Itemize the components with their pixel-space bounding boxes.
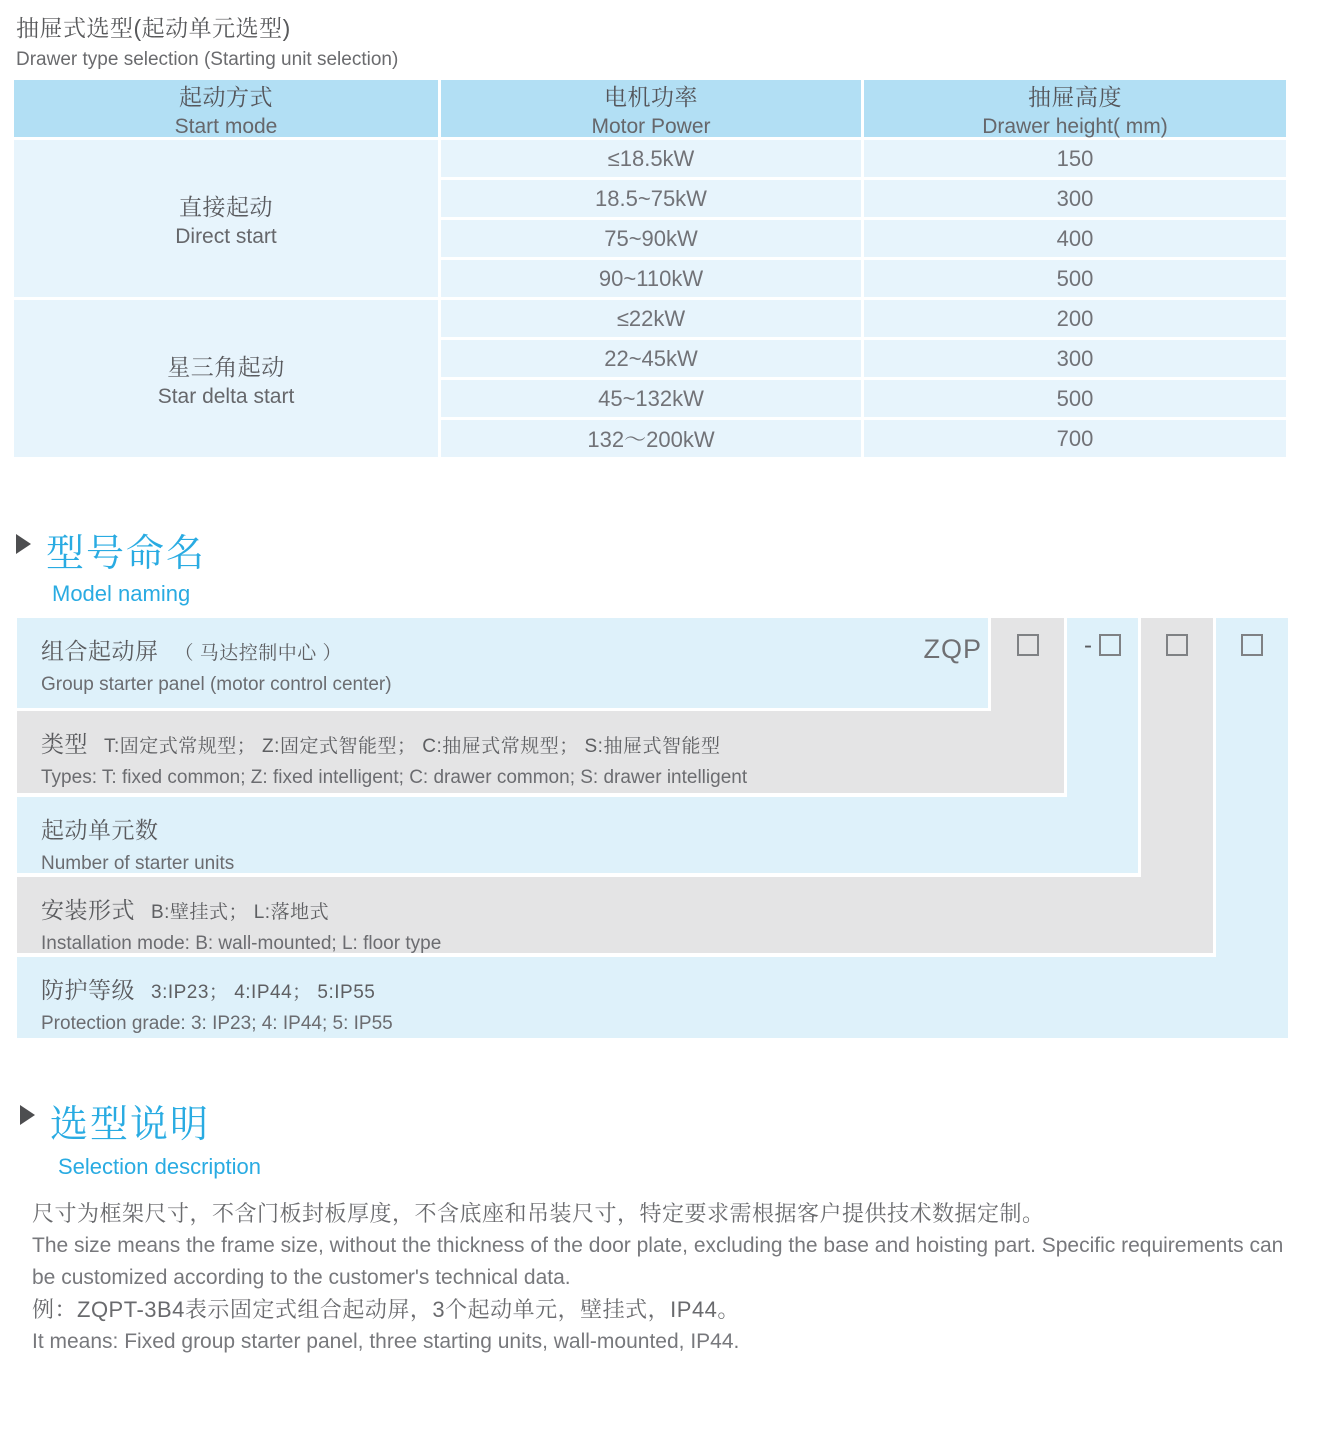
desc-paragraph-zh: 尺寸为框架尺寸，不含门板封板厚度，不含底座和吊装尺寸，特定要求需根据客户提供技术数据定制。	[32, 1201, 1045, 1226]
page-title-en: Drawer type selection (Starting unit selection)	[16, 49, 399, 70]
power-cell	[441, 140, 861, 177]
height-cell	[864, 340, 1286, 377]
height-value: 400	[1056, 225, 1094, 251]
triangle-bullet-icon	[20, 1105, 35, 1125]
naming-row-group-starter-panel	[17, 618, 988, 708]
code-box-type	[1017, 634, 1039, 656]
power-cell	[441, 220, 861, 257]
power-cell	[441, 260, 861, 297]
power-value: 90~110kW	[598, 265, 704, 291]
naming-label-zh: 起动单元数	[41, 817, 159, 843]
code-box-installation	[1166, 634, 1188, 656]
header-en: Drawer height( mm)	[982, 114, 1168, 138]
power-cell	[441, 420, 861, 457]
triangle-bullet-icon	[16, 534, 31, 554]
height-value: 300	[1056, 345, 1094, 371]
naming-label-zh: 组合起动屏	[41, 638, 159, 664]
selection-description-body	[32, 1198, 1284, 1358]
naming-row-starter-units	[17, 797, 1138, 873]
code-dash: -	[1084, 632, 1092, 659]
code-box-units	[1099, 634, 1121, 656]
height-cell	[864, 180, 1286, 217]
group-label-en: Direct start	[175, 224, 277, 248]
height-cell	[864, 140, 1286, 177]
drawer-selection-table	[14, 80, 1286, 457]
table-header-drawer-height	[864, 80, 1286, 137]
naming-label-en: Types: T: fixed common; Z: fixed intelligent; C: drawer common; S: drawer intelligent	[41, 767, 748, 788]
desc-example-en: It means: Fixed group starter panel, three starting units, wall-mounted, IP44.	[32, 1330, 740, 1353]
naming-detail-zh: （ 马达控制中心 ）	[174, 643, 343, 664]
height-value: 500	[1056, 265, 1094, 291]
naming-label-en: Protection grade: 3: IP23; 4: IP44; 5: IP55	[41, 1013, 393, 1034]
model-naming-diagram	[17, 618, 1288, 1038]
group-label-zh: 星三角起动	[167, 353, 285, 380]
doc-header	[16, 10, 398, 71]
table-header-motor-power	[441, 80, 861, 137]
height-value: 200	[1056, 305, 1094, 331]
power-value: 45~132kW	[598, 385, 704, 411]
section-title-zh: 型号命名	[46, 533, 207, 575]
power-value: 132～200kW	[587, 427, 715, 452]
naming-label-zh: 防护等级	[41, 977, 135, 1003]
section-selection-description-heading	[20, 1093, 261, 1180]
naming-label-en: Number of starter units	[41, 853, 235, 874]
section-title-en: Selection description	[58, 1154, 262, 1179]
height-cell	[864, 260, 1286, 297]
header-zh: 起动方式	[179, 83, 273, 110]
height-cell	[864, 380, 1286, 417]
power-value: ≤22kW	[616, 305, 686, 331]
header-zh: 抽屉高度	[1028, 83, 1122, 110]
naming-label-zh: 类型	[41, 731, 88, 757]
naming-row-types	[17, 711, 1064, 793]
naming-label-en: Installation mode: B: wall-mounted; L: floor type	[41, 933, 442, 954]
group-label-en: Star delta start	[157, 384, 295, 408]
height-value: 300	[1056, 185, 1094, 211]
height-value: 500	[1056, 385, 1094, 411]
desc-example-zh: 例：ZQPT-3B4表示固定式组合起动屏，3个起动单元，壁挂式，IP44。	[32, 1297, 740, 1322]
height-value: 150	[1056, 145, 1094, 171]
group-cell-star-delta-start	[14, 300, 438, 457]
group-cell-direct-start	[14, 140, 438, 297]
naming-label-en: Group starter panel (motor control center)	[41, 674, 392, 695]
header-zh: 电机功率	[604, 83, 698, 110]
header-en: Start mode	[174, 114, 278, 138]
naming-detail-zh: B:壁挂式； L:落地式	[151, 902, 330, 923]
power-cell	[441, 340, 861, 377]
naming-row-protection-grade	[17, 957, 1288, 1038]
height-cell	[864, 300, 1286, 337]
section-model-naming-heading	[16, 522, 206, 607]
naming-row-installation-mode	[17, 877, 1213, 953]
group-label-zh: 直接起动	[179, 193, 273, 220]
height-cell	[864, 220, 1286, 257]
power-cell	[441, 380, 861, 417]
page-title-zh: 抽屉式选型(起动单元选型)	[16, 15, 291, 41]
height-cell	[864, 420, 1286, 457]
naming-label-zh: 安装形式	[41, 897, 135, 923]
section-title-en: Model naming	[52, 581, 191, 606]
section-title-zh: 选型说明	[50, 1104, 211, 1146]
naming-detail-zh: 3:IP23； 4:IP44； 5:IP55	[151, 982, 376, 1003]
power-value: 22~45kW	[604, 345, 698, 371]
power-cell	[441, 300, 861, 337]
power-value: 18.5~75kW	[595, 185, 707, 211]
power-value: 75~90kW	[604, 225, 698, 251]
power-cell	[441, 180, 861, 217]
table-header-start-mode	[14, 80, 438, 137]
header-en: Motor Power	[591, 114, 711, 138]
power-value: ≤18.5kW	[607, 145, 695, 171]
desc-paragraph-en: The size means the frame size, without the thickness of the door plate, excluding the base and hoisting part. Specific requirements can be customized according to the customer's technical data.	[32, 1234, 1284, 1289]
naming-detail-zh: T:固定式常规型； Z:固定式智能型； C:抽屉式常规型； S:抽屉式智能型	[104, 736, 721, 757]
height-value: 700	[1056, 425, 1094, 451]
code-box-protection	[1241, 634, 1263, 656]
model-code-prefix: ZQP	[923, 634, 982, 664]
